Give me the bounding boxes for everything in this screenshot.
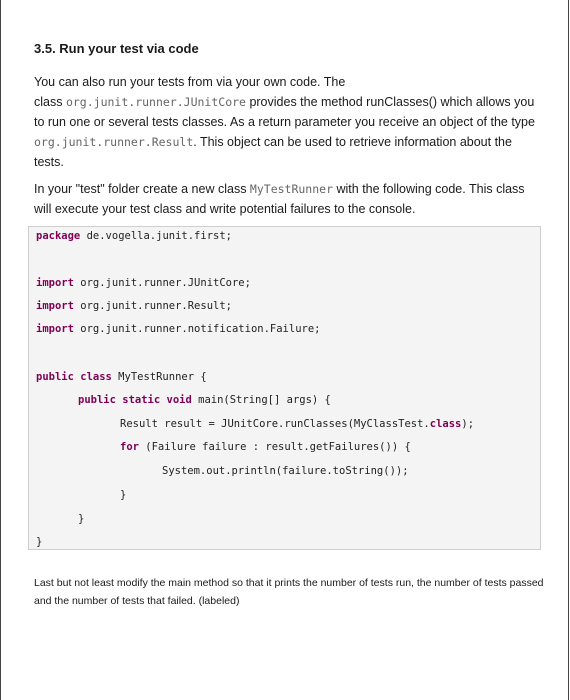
intro-paragraph <box>34 72 544 172</box>
intro-text-c: provides the method runClasses() which allows you to run one or several tests classes. As a return parameter you receive an object of the type <box>34 95 535 129</box>
code-text: ); <box>461 418 475 430</box>
code-line-package <box>36 230 232 242</box>
code-line-println: System.out.println(failure.toString()); <box>162 465 409 477</box>
instruction-text-b: with the following code. This class will execute your test class and write potential failures to the console. <box>34 182 525 216</box>
code-keyword: public class <box>36 371 112 383</box>
code-line-close-main: } <box>78 513 85 525</box>
code-keyword: import <box>36 277 74 289</box>
code-text: MyTestRunner { <box>111 371 207 383</box>
code-line-close-for: } <box>120 489 127 501</box>
intro-text-b: class <box>34 95 66 109</box>
inline-code-result: org.junit.runner.Result <box>34 135 194 149</box>
code-keyword: public static void <box>78 394 192 406</box>
code-keyword: import <box>36 323 74 335</box>
section-heading: 3.5. Run your test via code <box>34 41 199 56</box>
code-text: org.junit.runner.Result; <box>73 300 232 312</box>
code-text: (Failure failure : result.getFailures()) { <box>138 441 411 453</box>
intro-text-d: . This object can be used to retrieve information about the tests. <box>34 135 512 169</box>
code-line-run-classes <box>120 418 474 430</box>
code-line-import-junitcore <box>36 277 251 289</box>
code-text: org.junit.runner.notification.Failure; <box>73 323 321 335</box>
code-text: main(String[] args) { <box>191 394 331 406</box>
code-text: org.junit.runner.JUnitCore; <box>73 277 251 289</box>
code-line-close-class: } <box>36 536 43 548</box>
code-block <box>28 226 541 550</box>
code-line-import-failure <box>36 323 320 335</box>
code-keyword: package <box>36 230 81 242</box>
page-border-left <box>0 0 1 700</box>
intro-text-a: You can also run your tests from via your own code. The <box>34 75 346 89</box>
code-line-import-result <box>36 300 232 312</box>
inline-code-mytestrunner: MyTestRunner <box>249 182 334 196</box>
code-text: de.vogella.junit.first; <box>80 230 232 242</box>
code-keyword: for <box>120 441 139 453</box>
page-border-right <box>568 0 569 700</box>
inline-code-junitcore: org.junit.runner.JUnitCore <box>65 95 246 109</box>
code-line-main-method <box>78 394 331 406</box>
code-keyword: class <box>429 418 462 430</box>
code-line-for-loop <box>120 441 411 453</box>
instruction-text-a: In your "test" folder create a new class <box>34 182 250 196</box>
code-keyword: import <box>36 300 74 312</box>
code-line-class-declaration <box>36 371 207 383</box>
assignment-paragraph: Last but not least modify the main method so that it prints the number of tests run, the number of tests passed and the number of tests that failed. (labeled) <box>34 577 544 607</box>
instruction-paragraph <box>34 179 544 219</box>
code-text: Result result = JUnitCore.runClasses(MyClassTest. <box>120 418 430 430</box>
